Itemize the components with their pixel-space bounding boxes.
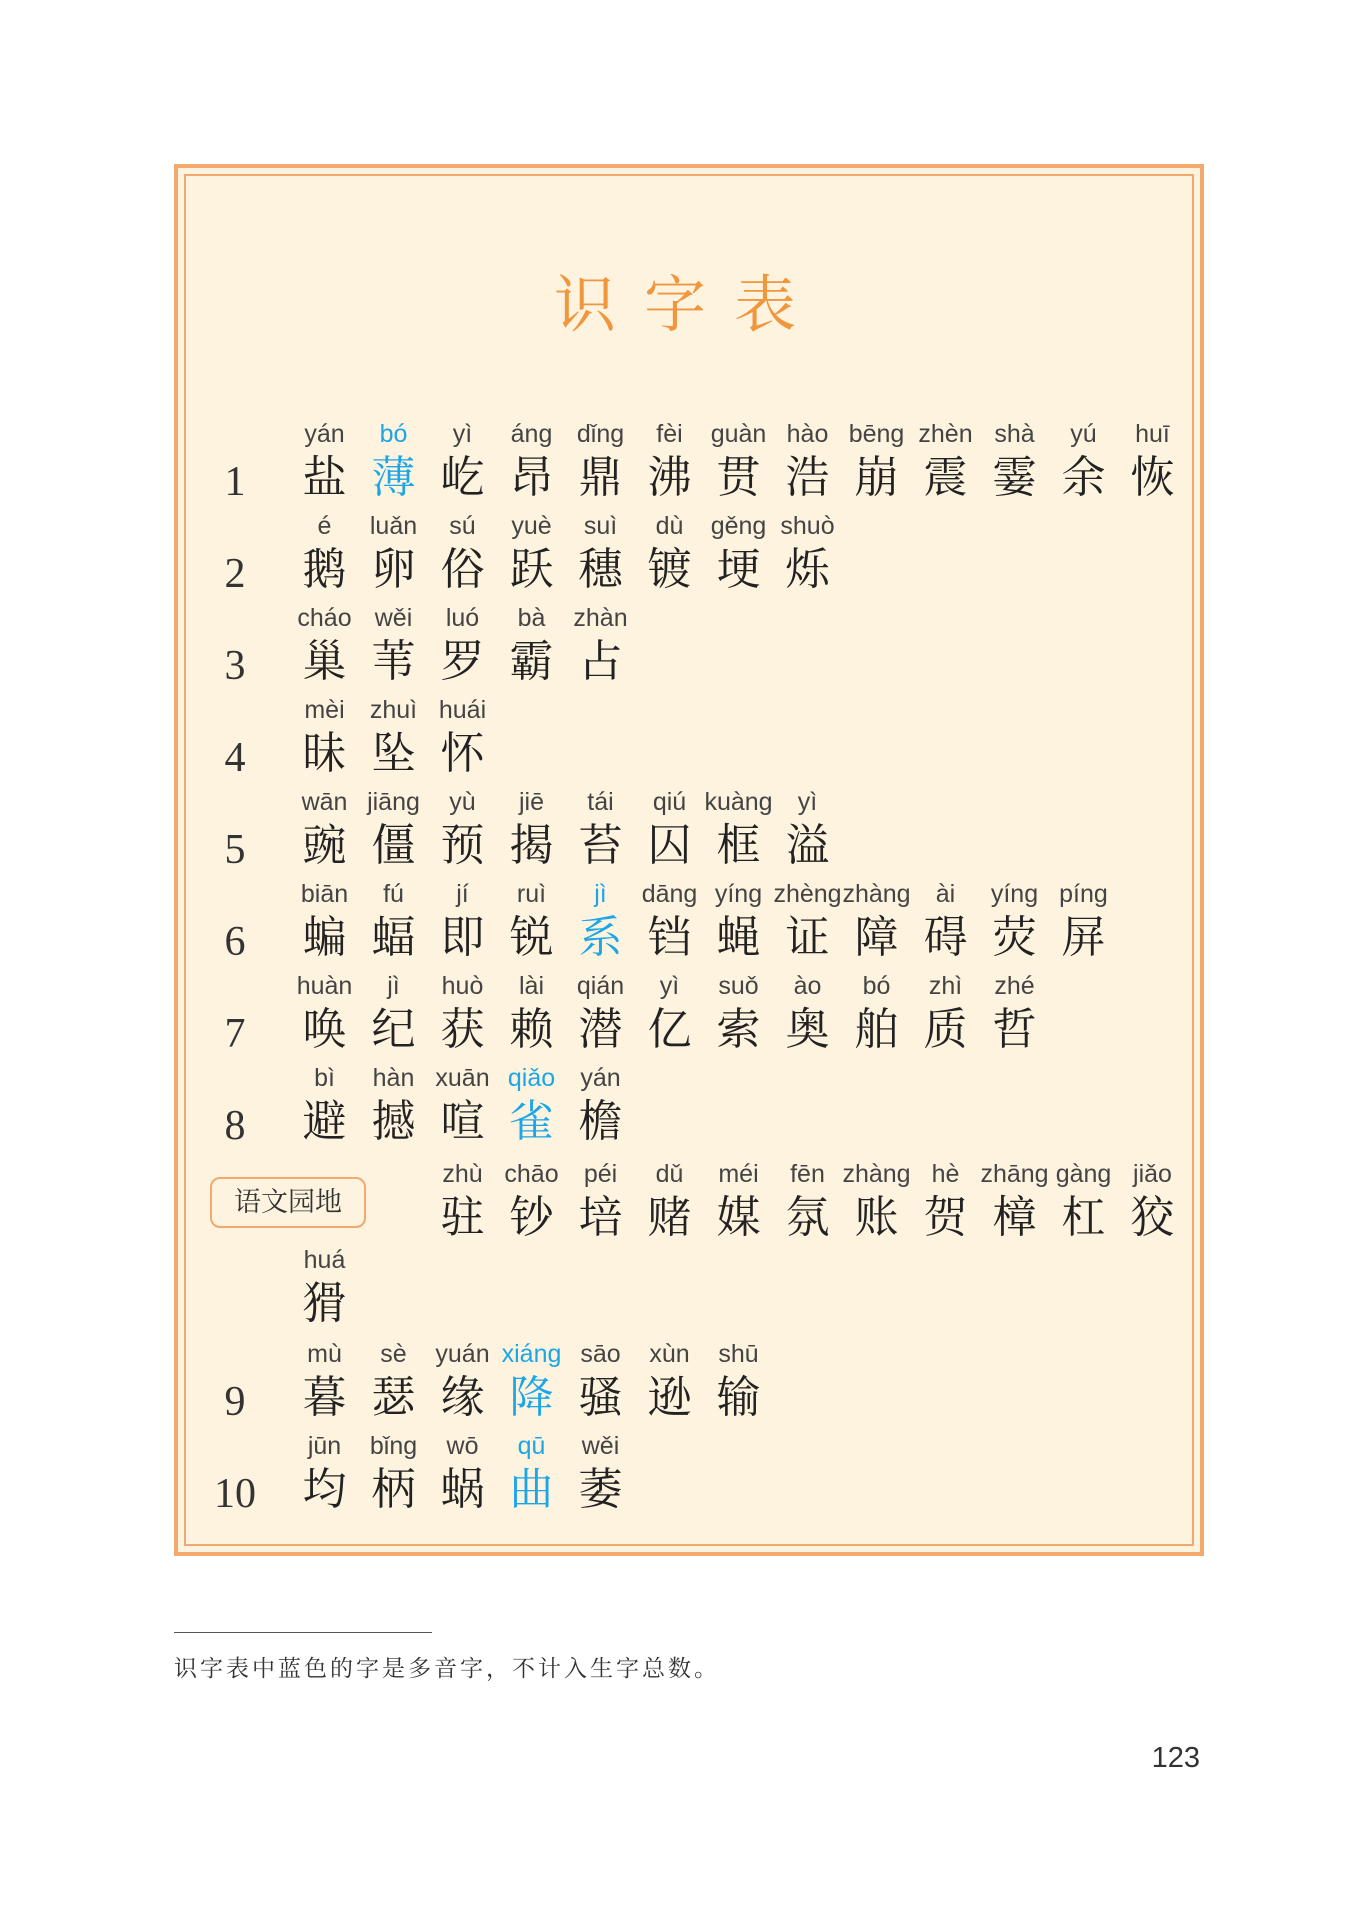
pinyin-label: sāo	[580, 1340, 621, 1368]
character-cell	[911, 418, 980, 506]
character-cell	[1118, 1158, 1187, 1246]
pinyin-label: cháo	[297, 604, 352, 632]
pinyin-label: wěi	[581, 1432, 620, 1460]
character-cell	[980, 970, 1049, 1058]
hanzi-character: 撼	[371, 1096, 416, 1147]
hanzi-character: 障	[854, 912, 899, 963]
hanzi-character: 盐	[302, 452, 347, 503]
character-cell	[704, 970, 773, 1058]
hanzi-character: 质	[923, 1004, 968, 1055]
pinyin-label: xùn	[649, 1340, 690, 1368]
hanzi-character: 哲	[992, 1004, 1037, 1055]
character-cell	[290, 970, 359, 1058]
character-cell	[290, 1338, 359, 1426]
pinyin-label: ào	[793, 972, 822, 1000]
pinyin-label: píng	[1059, 880, 1108, 908]
character-cell	[428, 878, 497, 966]
hanzi-character: 昧	[302, 728, 347, 779]
hanzi-character: 苇	[371, 636, 416, 687]
character-cell	[704, 1158, 773, 1246]
character-cell	[359, 602, 428, 690]
table-row	[0, 1244, 1350, 1336]
hanzi-character: 驻	[440, 1192, 485, 1243]
character-cell	[566, 1430, 635, 1518]
hanzi-character: 坠	[371, 728, 416, 779]
character-cell	[428, 694, 497, 782]
row-number: 9	[224, 1379, 246, 1425]
hanzi-character: 蝇	[716, 912, 761, 963]
character-cell	[635, 786, 704, 874]
pinyin-label: jí	[456, 880, 469, 908]
hanzi-character: 屹	[440, 452, 485, 503]
pinyin-label: yán	[304, 420, 345, 448]
character-cell	[497, 1062, 566, 1150]
row-number: 6	[224, 919, 246, 965]
character-cell	[428, 418, 497, 506]
character-cell	[635, 878, 704, 966]
pinyin-label: luǎn	[369, 512, 418, 540]
row-number: 1	[224, 459, 246, 505]
character-cell	[773, 878, 842, 966]
character-cell	[911, 970, 980, 1058]
hanzi-character: 鼎	[578, 452, 623, 503]
hanzi-character: 赌	[647, 1192, 692, 1243]
table-row	[0, 786, 1350, 878]
pinyin-label: zhāng	[980, 1160, 1049, 1188]
pinyin-label: é	[317, 512, 332, 540]
pinyin-label: ruì	[516, 880, 547, 908]
table-row	[0, 418, 1350, 510]
pinyin-label: yì	[452, 420, 473, 448]
pinyin-label: shuò	[780, 512, 835, 540]
hanzi-character: 屏	[1061, 912, 1106, 963]
character-cell	[635, 510, 704, 598]
footnote: 识字表中蓝色的字是多音字，不计入生字总数。	[174, 1656, 720, 1682]
pinyin-label: yuè	[511, 512, 552, 540]
pinyin-label: sè	[380, 1340, 407, 1368]
pinyin-label: huàn	[296, 972, 353, 1000]
character-cell	[566, 602, 635, 690]
hanzi-character: 缘	[440, 1372, 485, 1423]
hanzi-character: 蜗	[440, 1464, 485, 1515]
character-cell	[704, 1338, 773, 1426]
character-cell	[704, 510, 773, 598]
row-number: 8	[224, 1103, 246, 1149]
character-cell	[1049, 1158, 1118, 1246]
hanzi-character: 沸	[647, 452, 692, 503]
hanzi-character: 媒	[716, 1192, 761, 1243]
pinyin-label: huò	[441, 972, 484, 1000]
character-cell	[704, 786, 773, 874]
pinyin-label: dù	[655, 512, 684, 540]
character-cell	[428, 1430, 497, 1518]
row-number: 10	[214, 1471, 256, 1517]
character-cell	[359, 510, 428, 598]
character-cell	[497, 970, 566, 1058]
character-cell	[635, 1338, 704, 1426]
character-cell	[290, 1062, 359, 1150]
hanzi-character: 暮	[302, 1372, 347, 1423]
row-number: 2	[224, 551, 246, 597]
hanzi-character: 荧	[992, 912, 1037, 963]
hanzi-character: 框	[716, 820, 761, 871]
character-cell	[773, 1158, 842, 1246]
pinyin-label: ài	[935, 880, 956, 908]
hanzi-character: 获	[440, 1004, 485, 1055]
pinyin-label: suǒ	[718, 972, 759, 1000]
hanzi-character: 曲	[509, 1464, 554, 1515]
character-cell	[635, 970, 704, 1058]
character-cell	[359, 1338, 428, 1426]
character-cell	[497, 418, 566, 506]
pinyin-label: zhàn	[573, 604, 628, 632]
table-row	[0, 694, 1350, 786]
hanzi-character: 僵	[371, 820, 416, 871]
hanzi-character: 雀	[509, 1096, 554, 1147]
hanzi-character: 瑟	[371, 1372, 416, 1423]
character-cell	[842, 418, 911, 506]
row-number: 5	[224, 827, 246, 873]
pinyin-label: wān	[301, 788, 348, 816]
hanzi-character: 震	[923, 452, 968, 503]
pinyin-label: jiē	[518, 788, 544, 816]
character-cell	[842, 970, 911, 1058]
pinyin-label: zhàng	[842, 1160, 911, 1188]
character-cell	[497, 786, 566, 874]
pinyin-label: zhèng	[773, 880, 842, 908]
hanzi-character: 贺	[923, 1192, 968, 1243]
hanzi-character: 烁	[785, 544, 830, 595]
hanzi-character: 赖	[509, 1004, 554, 1055]
hanzi-character: 蝙	[302, 912, 347, 963]
character-cell	[428, 970, 497, 1058]
character-cell	[566, 1338, 635, 1426]
pinyin-label: lài	[518, 972, 544, 1000]
pinyin-label: shū	[718, 1340, 759, 1368]
hanzi-character: 卵	[371, 544, 416, 595]
pinyin-label: yíng	[990, 880, 1039, 908]
hanzi-character: 占	[578, 636, 623, 687]
character-cell	[359, 786, 428, 874]
pinyin-label: méi	[718, 1160, 759, 1188]
hanzi-character: 锐	[509, 912, 554, 963]
pinyin-label: zhù	[442, 1160, 483, 1188]
hanzi-character: 穗	[578, 544, 623, 595]
pinyin-label: chāo	[504, 1160, 559, 1188]
character-cell	[359, 694, 428, 782]
hanzi-character: 鹅	[302, 544, 347, 595]
hanzi-character: 狡	[1130, 1192, 1175, 1243]
character-cell	[635, 1158, 704, 1246]
hanzi-character: 铛	[647, 912, 692, 963]
hanzi-character: 豌	[302, 820, 347, 871]
pinyin-label: hè	[931, 1160, 960, 1188]
hanzi-character: 囚	[647, 820, 692, 871]
hanzi-character: 埂	[716, 544, 761, 595]
hanzi-character: 杠	[1061, 1192, 1106, 1243]
hanzi-character: 罗	[440, 636, 485, 687]
hanzi-character: 蝠	[371, 912, 416, 963]
pinyin-label: jì	[387, 972, 400, 1000]
hanzi-character: 余	[1061, 452, 1106, 503]
row-number: 7	[224, 1011, 246, 1057]
hanzi-character: 薄	[371, 452, 416, 503]
table-row	[0, 1062, 1350, 1154]
character-cell	[911, 1158, 980, 1246]
pinyin-label: kuàng	[704, 788, 773, 816]
pinyin-label: yán	[580, 1064, 621, 1092]
character-cell	[290, 786, 359, 874]
hanzi-character: 贯	[716, 452, 761, 503]
pinyin-label: zhàng	[842, 880, 911, 908]
pinyin-label: mèi	[304, 696, 345, 724]
hanzi-character: 均	[302, 1464, 347, 1515]
hanzi-character: 培	[578, 1192, 623, 1243]
pinyin-label: bó	[862, 972, 891, 1000]
character-cell	[290, 878, 359, 966]
pinyin-label: xuān	[435, 1064, 490, 1092]
hanzi-character: 逊	[647, 1372, 692, 1423]
hanzi-character: 崩	[854, 452, 899, 503]
character-cell	[980, 418, 1049, 506]
pinyin-label: gàng	[1055, 1160, 1112, 1188]
pinyin-label: mù	[307, 1340, 342, 1368]
pinyin-label: jiāng	[367, 788, 420, 816]
hanzi-character: 溢	[785, 820, 830, 871]
hanzi-character: 纪	[371, 1004, 416, 1055]
character-cell	[497, 1158, 566, 1246]
hanzi-character: 揭	[509, 820, 554, 871]
character-cell	[1049, 418, 1118, 506]
character-cell	[1118, 418, 1187, 506]
hanzi-character: 系	[578, 912, 623, 963]
pinyin-label: wō	[446, 1432, 479, 1460]
pinyin-label: huá	[303, 1246, 346, 1274]
pinyin-label: huī	[1135, 420, 1170, 448]
character-cell	[773, 418, 842, 506]
pinyin-label: yù	[449, 788, 476, 816]
character-cell	[359, 418, 428, 506]
hanzi-character: 苔	[578, 820, 623, 871]
pinyin-label: yú	[1070, 420, 1097, 448]
pinyin-label: zhì	[928, 972, 963, 1000]
pinyin-label: dāng	[641, 880, 698, 908]
footnote-rule	[174, 1632, 432, 1633]
character-cell	[359, 970, 428, 1058]
pinyin-label: hàn	[372, 1064, 415, 1092]
hanzi-character: 亿	[647, 1004, 692, 1055]
pinyin-label: qiú	[652, 788, 687, 816]
hanzi-character: 降	[509, 1372, 554, 1423]
pinyin-label: shà	[994, 420, 1035, 448]
hanzi-character: 浩	[785, 452, 830, 503]
page-title: 识字表	[553, 268, 824, 341]
pinyin-label: tái	[587, 788, 614, 816]
character-cell	[566, 1158, 635, 1246]
character-cell	[566, 418, 635, 506]
pinyin-label: zhuì	[369, 696, 418, 724]
hanzi-character: 即	[440, 912, 485, 963]
hanzi-character: 避	[302, 1096, 347, 1147]
hanzi-character: 潜	[578, 1004, 623, 1055]
character-cell	[290, 1430, 359, 1518]
hanzi-character: 碍	[923, 912, 968, 963]
character-cell	[704, 418, 773, 506]
character-cell	[566, 1062, 635, 1150]
hanzi-character: 樟	[992, 1192, 1037, 1243]
pinyin-label: qián	[576, 972, 625, 1000]
character-cell	[497, 510, 566, 598]
pinyin-label: yì	[797, 788, 818, 816]
hanzi-character: 镀	[647, 544, 692, 595]
pinyin-label: guàn	[710, 420, 767, 448]
hanzi-character: 骚	[578, 1372, 623, 1423]
hanzi-character: 奥	[785, 1004, 830, 1055]
character-cell	[497, 878, 566, 966]
pinyin-label: jì	[594, 880, 607, 908]
hanzi-character: 怀	[440, 728, 485, 779]
character-cell	[773, 510, 842, 598]
pinyin-label: bà	[517, 604, 546, 632]
hanzi-character: 输	[716, 1372, 761, 1423]
pinyin-label: xiáng	[501, 1340, 562, 1368]
character-cell	[359, 1430, 428, 1518]
character-cell	[773, 970, 842, 1058]
hanzi-character: 巢	[302, 636, 347, 687]
character-cell	[428, 1338, 497, 1426]
character-cell	[635, 418, 704, 506]
pinyin-label: dǔ	[655, 1160, 684, 1188]
hanzi-character: 舶	[854, 1004, 899, 1055]
character-cell	[1049, 878, 1118, 966]
pinyin-label: huái	[438, 696, 487, 724]
yuwen-garden-badge: 语文园地	[210, 1177, 366, 1228]
character-cell	[290, 602, 359, 690]
character-cell	[773, 786, 842, 874]
pinyin-label: jiǎo	[1133, 1160, 1172, 1188]
pinyin-label: dǐng	[576, 420, 625, 448]
hanzi-character: 猾	[302, 1278, 347, 1329]
pinyin-label: péi	[583, 1160, 618, 1188]
character-cell	[359, 1062, 428, 1150]
pinyin-label: fèi	[656, 420, 683, 448]
character-cell	[704, 878, 773, 966]
character-cell	[428, 1062, 497, 1150]
pinyin-label: jūn	[307, 1432, 342, 1460]
pinyin-label: suì	[583, 512, 618, 540]
character-cell	[566, 786, 635, 874]
character-cell	[566, 510, 635, 598]
hanzi-character: 氛	[785, 1192, 830, 1243]
pinyin-label: fēn	[790, 1160, 825, 1188]
character-cell	[842, 1158, 911, 1246]
table-row	[0, 1158, 1350, 1250]
hanzi-character: 昂	[509, 452, 554, 503]
pinyin-label: zhèn	[918, 420, 973, 448]
table-row	[0, 970, 1350, 1062]
character-cell	[566, 878, 635, 966]
pinyin-label: yì	[659, 972, 680, 1000]
character-cell	[428, 602, 497, 690]
pinyin-label: yíng	[714, 880, 763, 908]
pinyin-label: hào	[786, 420, 829, 448]
hanzi-character: 檐	[578, 1096, 623, 1147]
hanzi-character: 跃	[509, 544, 554, 595]
character-cell	[428, 786, 497, 874]
table-row	[0, 878, 1350, 970]
pinyin-label: bēng	[848, 420, 905, 448]
hanzi-character: 预	[440, 820, 485, 871]
pinyin-label: zhé	[994, 972, 1035, 1000]
pinyin-label: gěng	[710, 512, 767, 540]
character-cell	[980, 878, 1049, 966]
character-cell	[497, 1338, 566, 1426]
table-row	[0, 602, 1350, 694]
table-row	[0, 1338, 1350, 1430]
pinyin-label: áng	[510, 420, 553, 448]
character-cell	[566, 970, 635, 1058]
character-cell	[497, 602, 566, 690]
character-cell	[428, 1158, 497, 1246]
page-number: 123	[1151, 1742, 1200, 1774]
hanzi-character: 柄	[371, 1464, 416, 1515]
character-cell	[911, 878, 980, 966]
pinyin-label: qiǎo	[507, 1064, 556, 1092]
hanzi-character: 索	[716, 1004, 761, 1055]
pinyin-label: qū	[517, 1432, 546, 1460]
character-cell	[497, 1430, 566, 1518]
hanzi-character: 证	[785, 912, 830, 963]
pinyin-label: fú	[383, 880, 404, 908]
character-cell	[290, 510, 359, 598]
hanzi-character: 喧	[440, 1096, 485, 1147]
pinyin-label: sú	[449, 512, 476, 540]
table-row	[0, 1430, 1350, 1522]
hanzi-character: 霎	[992, 452, 1037, 503]
pinyin-label: bǐng	[369, 1432, 418, 1460]
character-cell	[428, 510, 497, 598]
hanzi-character: 俗	[440, 544, 485, 595]
row-number: 3	[224, 643, 246, 689]
pinyin-label: biān	[300, 880, 349, 908]
character-cell	[359, 878, 428, 966]
table-row	[0, 510, 1350, 602]
hanzi-character: 账	[854, 1192, 899, 1243]
hanzi-character: 恢	[1130, 452, 1175, 503]
hanzi-character: 萎	[578, 1464, 623, 1515]
character-cell	[290, 418, 359, 506]
hanzi-character: 霸	[509, 636, 554, 687]
row-number: 4	[224, 735, 246, 781]
character-cell	[290, 694, 359, 782]
character-cell	[290, 1244, 359, 1332]
character-cell	[842, 878, 911, 966]
pinyin-label: wěi	[374, 604, 413, 632]
pinyin-label: bì	[314, 1064, 335, 1092]
hanzi-character: 钞	[509, 1192, 554, 1243]
pinyin-label: bó	[379, 420, 408, 448]
character-cell	[980, 1158, 1049, 1246]
pinyin-label: luó	[445, 604, 480, 632]
pinyin-label: yuán	[435, 1340, 490, 1368]
hanzi-character: 唤	[302, 1004, 347, 1055]
